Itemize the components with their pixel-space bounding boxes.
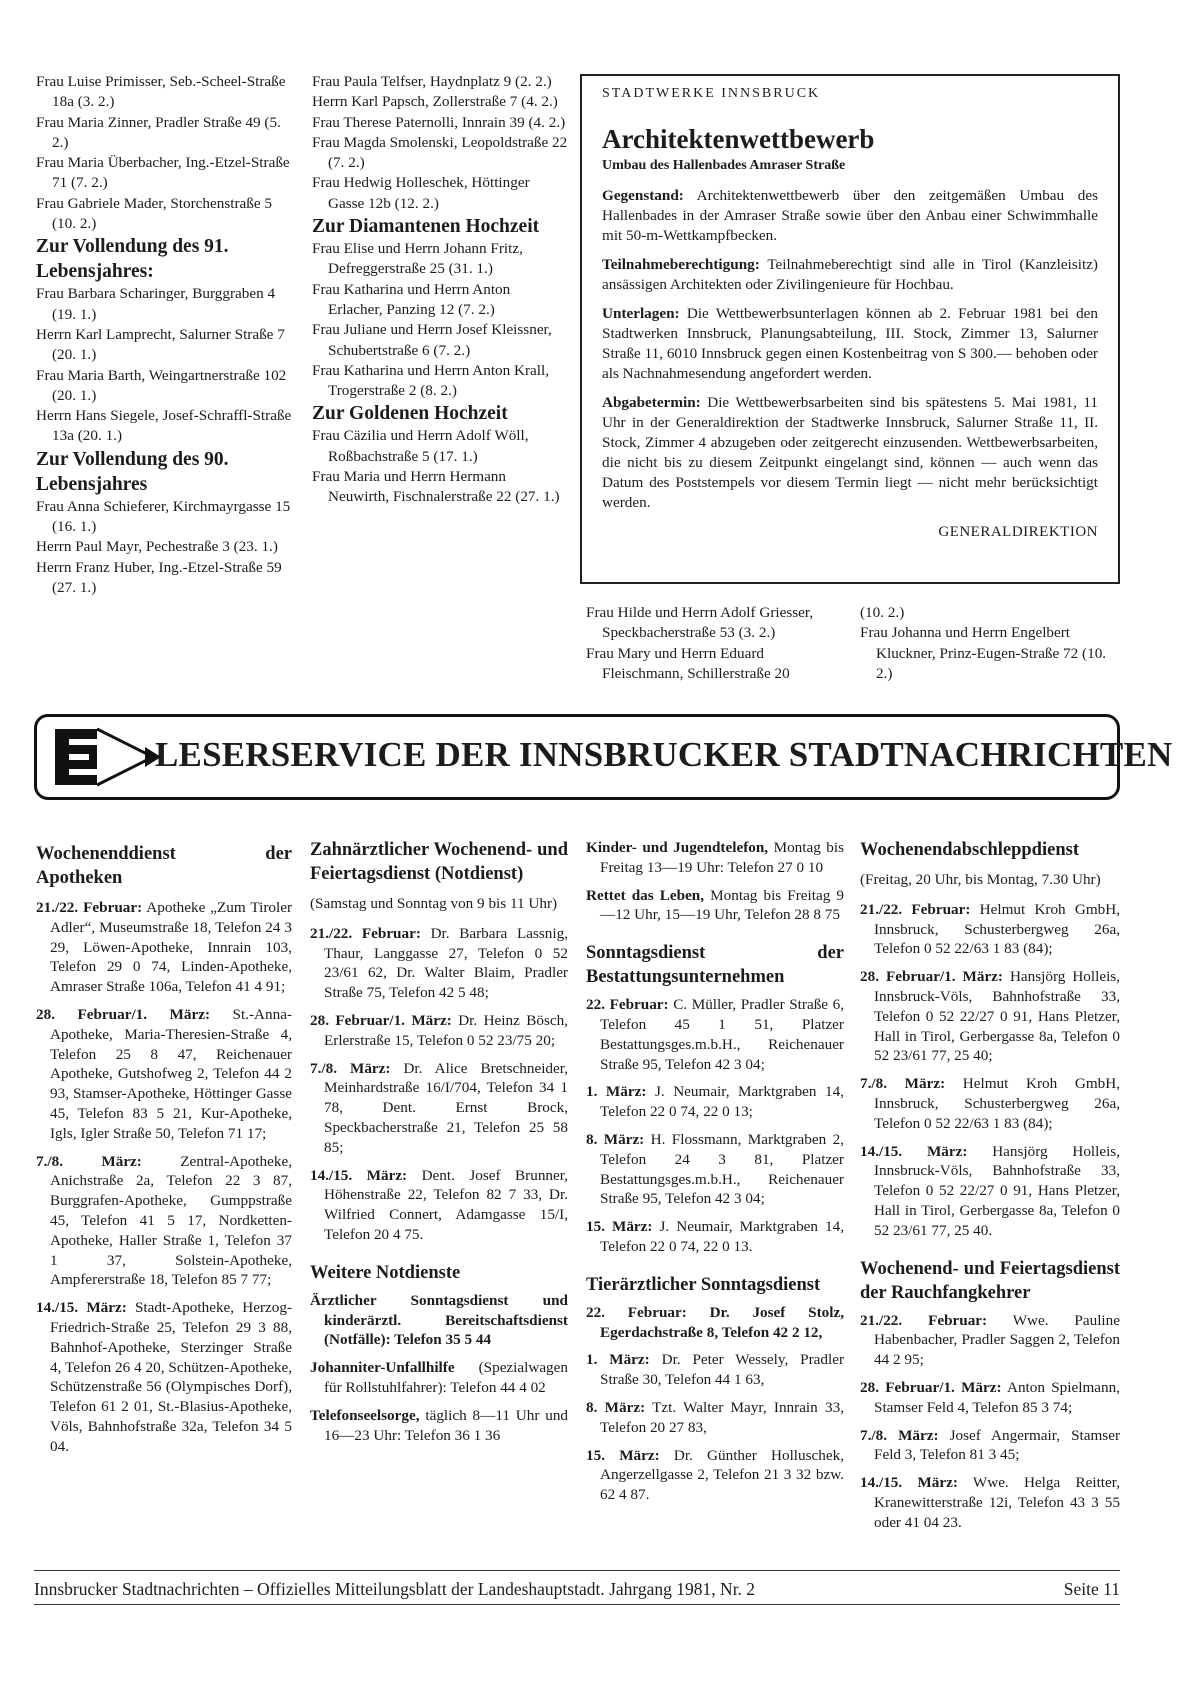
service-entry-text: Wwe. Helga Reitter, Kranewitterstraße 12i, Telefon 43 3 55 oder 41 04 23.	[874, 1474, 1121, 1531]
box-paragraph	[602, 393, 1098, 513]
service-column-2	[310, 838, 568, 1453]
list-item: Frau Luise Primisser, Seb.-Scheel-Straße 18a (3. 2.)	[36, 73, 286, 111]
box-kicker: STADTWERKE INNSBRUCK	[602, 86, 821, 101]
top-column-4	[860, 603, 1120, 684]
list-item: Frau Maria Überbacher, Ing.-Etzel-Straße 71 (7. 2.)	[36, 154, 290, 192]
service-entry-text: St.-Anna-Apotheke, Maria-Theresien-Straße 4, Telefon 25 8 47, Reichenauer Apotheke, Gutshofweg 2, Telefon 44 2 93, Stamser-Apotheke, Höttinger Gasse 45, Telefon 83 5 21, Kur-Apotheke, Igls, Igler Straße 50, Telefon 71 17;	[50, 1005, 292, 1142]
list-item: Frau Therese Paternolli, Innrain 39 (4. 2.)	[312, 113, 566, 131]
service-entry-label: 7./8. März:	[860, 1426, 939, 1444]
service-entry-text: Helmut Kroh GmbH, Innsbruck, Schusterbergweg 26a, Telefon 0 52 22/63 1 83 (84);	[874, 900, 1121, 958]
service-entry-label: 28. Februar/1. März:	[36, 1005, 211, 1023]
service-entry	[860, 1311, 1120, 1370]
list-item: Frau Paula Telfser, Haydnplatz 9 (2. 2.)	[312, 73, 552, 90]
service-entry-label: Telefonseelsorge,	[310, 1406, 420, 1424]
service-entry-text: Dent. Josef Brunner, Höhenstraße 22, Telefon 82 7 33, Dr. Wilfried Connert, Adamgasse 15/I, Telefon 20 4 75.	[324, 1166, 569, 1243]
service-entry-label: 14./15. März:	[36, 1299, 127, 1317]
service-heading: Wochenend- und Feiertagsdienst der Rauchfangkehrer	[860, 1258, 1120, 1303]
service-entry-text: täglich 8—11 Uhr und 16—23 Uhr: Telefon 36 1 36	[324, 1406, 569, 1444]
service-entry	[586, 1350, 844, 1390]
service-entry	[860, 900, 1120, 959]
service-entry	[860, 1074, 1120, 1133]
service-entry-label: 14./15. März:	[860, 1474, 958, 1492]
service-entry-text: Dr. Alice Bretschneider, Meinhardstraße 16/I/704, Telefon 34 1 78, Dent. Ernst Brock, Speckbacherstraße 21, Telefon 25 58 85;	[324, 1059, 569, 1156]
service-entry	[586, 886, 844, 926]
box-title: Architektenwettbewerb	[602, 124, 875, 154]
service-note: (Freitag, 20 Uhr, bis Montag, 7.30 Uhr)	[860, 871, 1101, 888]
service-entry	[36, 1152, 292, 1291]
service-entry	[310, 1059, 568, 1158]
service-entry	[36, 1005, 292, 1144]
box-paragraphs	[602, 186, 1098, 513]
service-entry-label: 21./22. Februar:	[36, 899, 143, 916]
service-entry-label: 8. März:	[586, 1130, 645, 1148]
service-entry-text: (Spezialwagen für Rollstuhlfahrer): Telefon 44 4 02	[324, 1359, 568, 1396]
service-entry	[586, 995, 844, 1074]
service-entry	[586, 1217, 844, 1257]
service-entry-label: 21./22. Februar:	[310, 924, 421, 942]
box-paragraph-text: Die Wettbewerbsarbeiten sind bis spätestens 5. Mai 1981, 11 Uhr in der Generaldirektion der Stadtwerke Innsbruck, Salurner Straße 11, II. Stock, Zimmer 4 abzugeben oder zeitgerecht einzusenden. Wettbewerbsarbeiten, die nicht bis zu diesem Zeitpunkt eingelangt sind, können — auch wenn das Datum des Poststempels vor diesem Termin liegt — nicht mehr berücksichtigt werden.	[602, 394, 1098, 511]
service-entry	[586, 1303, 844, 1343]
banner-title: LESERSERVICE DER INNSBRUCKER STADTNACHRICHTEN	[155, 735, 1173, 774]
service-entry-text: Anton Spielmann, Stamser Feld 4, Telefon 85 3 74;	[874, 1378, 1120, 1416]
list-item: Frau Mary und Herrn Eduard Fleischmann, Schillerstraße 20	[586, 644, 790, 682]
top-column-1	[36, 72, 294, 598]
service-entry-label: 21./22. Februar:	[860, 1311, 988, 1329]
service-entry-text: Montag bis Freitag 13—19 Uhr: Telefon 27 0 10	[600, 839, 844, 876]
service-entry	[36, 1298, 292, 1456]
service-entry-label: Kinder- und Jugendtelefon,	[586, 839, 769, 856]
list-item: Frau Katharina und Herrn Anton Erlacher, Panzing 12 (7. 2.)	[312, 280, 511, 318]
service-entry-text: Hansjörg Holleis, Innsbruck-Völs, Bahnhofstraße 33, Telefon 0 52 22/27 0 91, Hans Pletzer, Hall in Tirol, Gerbergasse 8a, Telefon 0 52 23/61 77, 25 40.	[874, 1142, 1121, 1239]
service-column-1	[36, 842, 292, 1465]
service-entry	[310, 1291, 568, 1350]
box-signature: GENERALDIREKTION	[938, 524, 1098, 540]
box-paragraph	[602, 186, 1098, 246]
service-entry	[586, 1082, 844, 1122]
service-entry-text: Dr. Günther Holluschek, Angerzellgasse 2, Telefon 21 3 32 bzw. 62 4 87.	[600, 1446, 844, 1504]
service-entry-label: 28. Februar/1. März:	[860, 968, 1003, 986]
service-entry-text: H. Flossmann, Marktgraben 2, Telefon 24 3 81, Platzer Bestattungsges.m.b.H., Reichenauer Straße 95, Telefon 42 3 04;	[600, 1130, 845, 1208]
section-heading: Zur Goldenen Hochzeit	[312, 403, 508, 425]
list-item: (10. 2.)	[860, 604, 905, 621]
service-note: (Samstag und Sonntag von 9 bis 11 Uhr)	[310, 895, 558, 912]
section-heading: Zur Vollendung des 91. Lebensjahres:	[36, 236, 229, 283]
service-entry-text: Hansjörg Holleis, Innsbruck-Völs, Bahnhofstraße 33, Telefon 0 52 22/27 0 91, Hans Pletzer, Hall in Tirol, Gerbergasse 8a, Telefon 0 52 23/61 77, 25 40;	[874, 968, 1120, 1065]
footer-rule	[34, 1570, 1120, 1571]
service-entry-label: 21./22. Februar:	[860, 900, 971, 918]
list-item: Frau Cäzilia und Herrn Adolf Wöll, Roßbachstraße 5 (17. 1.)	[312, 427, 529, 465]
service-entry-label: 1. März:	[586, 1083, 647, 1101]
service-entry-label: 14./15. März:	[310, 1166, 408, 1184]
box-paragraph-label: Unterlagen:	[602, 305, 680, 322]
list-item: Frau Gabriele Mader, Storchenstraße 5 (10. 2.)	[36, 194, 272, 233]
service-entry	[310, 924, 568, 1003]
service-entry-label: 14./15. März:	[860, 1142, 968, 1160]
architektenwettbewerb-box	[580, 74, 1120, 584]
service-entry-label: Johanniter-Unfallhilfe	[310, 1359, 455, 1377]
service-entry	[586, 1398, 844, 1438]
box-paragraph-label: Teilnahmeberechtigung:	[602, 256, 760, 273]
service-heading: Zahnärztlicher Wochenend- und Feiertagsdienst (Notdienst)	[310, 840, 568, 884]
service-entry	[860, 1378, 1120, 1418]
leserservice-banner	[34, 714, 1173, 800]
service-entry-text: Dr. Heinz Bösch, Erlerstraße 15, Telefon 0 52 23/75 20;	[324, 1011, 568, 1049]
service-entry-label: 1. März:	[586, 1351, 650, 1369]
list-item: Herrn Franz Huber, Ing.-Etzel-Straße 59 (27. 1.)	[36, 558, 282, 596]
box-paragraph-label: Gegenstand:	[602, 187, 684, 204]
service-entry-label: 28. Februar/1. März:	[860, 1378, 1002, 1396]
service-entry	[860, 1473, 1120, 1532]
list-item: Frau Magda Smolenski, Leopoldstraße 22 (7. 2.)	[312, 133, 568, 172]
list-item: Herrn Karl Lamprecht, Salurner Straße 7 (20. 1.)	[36, 325, 285, 364]
box-paragraph	[602, 255, 1098, 295]
box-paragraph-text: Die Wettbewerbsunterlagen können ab 2. Februar 1981 bei den Stadtwerken Innsbruck, Planungsabteilung, III. Stock, Zimmer 13, Salurner Straße 11, 6010 Innsbruck gegen einen Kostenbeitrag von S 300.— behoben oder als Nachnahmesendung angefordert werden.	[602, 305, 1098, 382]
box-paragraph-text: Architektenwettbewerb über den zeitgemäßen Umbau des Hallenbades in der Amraser Straße sowie über den Anbau einer Schwimmhalle mit 50-m-Wettkampfbecken.	[602, 187, 1099, 244]
list-item: Frau Juliane und Herrn Josef Kleissner, Schubertstraße 6 (7. 2.)	[312, 321, 552, 359]
service-entry-text: Josef Angermair, Stamser Feld 3, Telefon 81 3 45;	[874, 1426, 1120, 1464]
service-entry-label: 22. Februar: Dr. Josef Stolz, Egerdachstraße 8, Telefon 42 2 12,	[586, 1303, 844, 1341]
service-entry-text: Tzt. Walter Mayr, Innrain 33, Telefon 20 27 83,	[600, 1398, 844, 1436]
list-item: Herrn Karl Papsch, Zollerstraße 7 (4. 2.)	[312, 93, 558, 111]
service-entry-text: Helmut Kroh GmbH, Innsbruck, Schusterbergweg 26a, Telefon 0 52 22/63 1 83 (84);	[874, 1075, 1120, 1132]
service-entry	[860, 1142, 1120, 1241]
service-heading: Wochenenddienst der Apotheken	[36, 844, 292, 888]
service-entry-label: Ärztlicher Sonntagsdienst und kinderärztl. Bereitschaftsdienst (Notfälle): Telefon 35 5 44	[310, 1291, 568, 1349]
service-entry	[860, 967, 1120, 1066]
service-entry-label: 15. März:	[586, 1446, 660, 1464]
service-entry	[586, 1130, 844, 1209]
service-entry-label: 7./8. März:	[36, 1152, 142, 1170]
service-entry-text: Dr. Peter Wessely, Pradler Straße 30, Telefon 44 1 63,	[600, 1351, 845, 1389]
service-entry	[586, 838, 844, 878]
service-entry-label: 7./8. März:	[310, 1059, 391, 1077]
service-entry-text: Stadt-Apotheke, Herzog-Friedrich-Straße 25, Telefon 29 3 88, Bahnhof-Apotheke, Sterzinger Straße 4, Telefon 26 4 20, Schützen-Apotheke, Schützenstraße 56 (Olympisches Dorf), Telefon 61 2 01, St.-Blasius-Apotheke, Völs, Bahnhofstraße 32a, Telefon 34 5 04.	[50, 1299, 292, 1455]
list-item: Herrn Paul Mayr, Pechestraße 3 (23. 1.)	[36, 538, 278, 556]
list-item: Frau Anna Schieferer, Kirchmayrgasse 15 (16. 1.)	[36, 497, 291, 536]
service-column-4	[860, 838, 1120, 1541]
service-entry-text: J. Neumair, Marktgraben 14, Telefon 22 0 74, 22 0 13;	[600, 1083, 845, 1121]
service-heading: Wochenendabschleppdienst	[860, 840, 1079, 860]
list-item: Frau Maria Barth, Weingartnerstraße 102 (20. 1.)	[36, 366, 287, 404]
stadtnachrichten-logo-icon	[49, 727, 159, 787]
list-item: Frau Hilde und Herrn Adolf Griesser, Speckbacherstraße 53 (3. 2.)	[586, 604, 814, 642]
box-paragraph-text: Teilnahmeberechtigt sind alle in Tirol (Kanzleisitz) ansässigen Architekten oder Zivilingenieure für Hochbau.	[602, 256, 1098, 293]
service-entry-label: 22. Februar:	[586, 996, 669, 1014]
service-heading: Tierärztlicher Sonntagsdienst	[586, 1274, 821, 1295]
page-footer	[34, 1578, 1120, 1600]
service-entry	[310, 1406, 568, 1446]
footer-bottom-rule	[34, 1604, 1120, 1605]
top-column-2	[312, 72, 568, 508]
box-paragraph	[602, 304, 1098, 384]
list-item: Frau Maria und Herrn Hermann Neuwirth, Fischnalerstraße 22 (27. 1.)	[312, 468, 560, 506]
box-subtitle: Umbau des Hallenbades Amraser Straße	[602, 158, 846, 173]
list-item: Frau Katharina und Herrn Anton Krall, Trogerstraße 2 (8. 2.)	[312, 361, 550, 400]
box-paragraph-label: Abgabetermin:	[602, 394, 701, 411]
page-number: Seite 11	[1063, 1579, 1120, 1599]
service-entry-text: Wwe. Pauline Habenbacher, Pradler Saggen 2, Telefon 44 2 95;	[874, 1311, 1120, 1369]
service-entry-label: 7./8. März:	[860, 1075, 946, 1093]
service-entry-text: Apotheke „Zum Tiroler Adler“, Museumstraße 18, Telefon 24 3 29, Löwen-Apotheke, Innrain 103, Telefon 29 0 74, Linden-Apotheke, Amraser Straße 106a, Telefon 41 4 91;	[50, 899, 293, 996]
service-entry-text: Dr. Barbara Lassnig, Thaur, Langgasse 27, Telefon 0 52 23/61 62, Dr. Walter Blaim, Pradler Straße 75, Telefon 42 5 48;	[324, 924, 569, 1002]
section-heading: Zur Vollendung des 90. Lebensjahres	[36, 448, 229, 495]
service-column-3	[586, 838, 844, 1513]
service-entry-label: 28. Februar/1. März:	[310, 1011, 452, 1029]
list-item: Frau Maria Zinner, Pradler Straße 49 (5. 2.)	[36, 113, 281, 151]
service-entry-label: Rettet das Leben,	[586, 886, 705, 904]
service-entry	[36, 898, 292, 997]
service-entry	[310, 1166, 568, 1245]
service-entry-label: 15. März:	[586, 1218, 653, 1236]
list-item: Frau Barbara Scharinger, Burggraben 4 (19. 1.)	[36, 285, 276, 323]
service-entry-text: J. Neumair, Marktgraben 14, Telefon 22 0 74, 22 0 13.	[600, 1218, 845, 1255]
service-entry	[310, 1358, 568, 1398]
list-item: Frau Elise und Herrn Johann Fritz, Defreggerstraße 25 (31. 1.)	[312, 240, 523, 278]
list-item: Frau Hedwig Holleschek, Höttinger Gasse 12b (12. 2.)	[312, 174, 530, 212]
top-column-3	[586, 603, 844, 684]
service-entry-text: Zentral-Apotheke, Anichstraße 2a, Telefon 22 3 87, Burggrafen-Apotheke, Gumppstraße 45, Telefon 41 5 17, Nordketten-Apotheke, Haller Straße 1, Telefon 37 1 37, Solstein-Apotheke, Ampfererstraße 18, Telefon 85 7 77;	[50, 1152, 292, 1289]
list-item: Herrn Hans Siegele, Josef-Schraffl-Straße 13a (20. 1.)	[36, 407, 292, 445]
service-entry	[860, 1426, 1120, 1466]
list-item: Frau Johanna und Herrn Engelbert Kluckner, Prinz-Eugen-Straße 72 (10. 2.)	[860, 624, 1107, 682]
section-heading: Zur Diamantenen Hochzeit	[312, 216, 540, 238]
service-entry-label: 8. März:	[586, 1398, 646, 1416]
service-entry-text: Montag bis Freitag 9—12 Uhr, 15—19 Uhr, Telefon 28 8 75	[600, 886, 845, 924]
footer-publication: Innsbrucker Stadtnachrichten – Offizielles Mitteilungsblatt der Landeshauptstadt. Jahrgang 1981, Nr. 2	[34, 1579, 756, 1599]
service-entry	[586, 1446, 844, 1505]
service-heading: Sonntagsdienst der Bestattungsunternehmen	[586, 943, 844, 988]
service-entry	[310, 1011, 568, 1051]
service-heading: Weitere Notdienste	[310, 1262, 461, 1283]
service-entry-text: C. Müller, Pradler Straße 6, Telefon 45 1 51, Platzer Bestattungsges.m.b.H., Reichenauer Straße 95, Telefon 42 3 04;	[600, 996, 844, 1073]
